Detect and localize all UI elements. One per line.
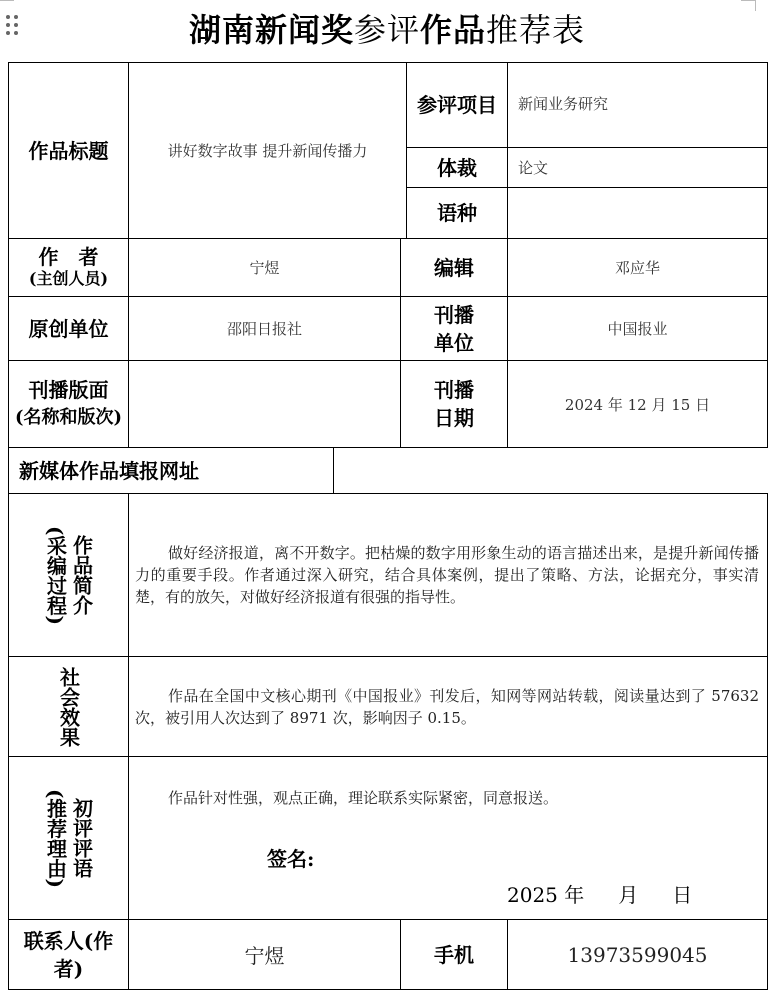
title-part: 作品 — [420, 11, 487, 49]
author-value[interactable]: 宁煜 — [129, 239, 401, 297]
work-title-label: 作品标题 — [9, 63, 129, 239]
title-part: 湖南新闻奖 — [188, 11, 354, 49]
pub-unit-label-line: 单位 — [434, 330, 474, 355]
category-value[interactable]: 新闻业务研究 — [508, 63, 768, 148]
page-title — [0, 10, 774, 50]
effect-text[interactable]: 作品在全国中文核心期刊《中国报业》刊发后，知网等网站转载，阅读量达到了 57632 次，被引用人次达到了 8971 次，影响因子 0.15。 — [129, 657, 768, 757]
author-label — [9, 239, 129, 297]
review-text: 作品针对性强，观点正确，理论联系实际紧密，同意报送。 — [168, 789, 559, 807]
intro-text[interactable]: 做好经济报道，离不开数字。把枯燥的数字用形象生动的语言描述出来，是提升新闻传播力的重要手段。作者通过深入研究，结合具体案例，提出了策略、方法，论据充分，事实清楚，有的放矢，对做好经济报道有很强的指导性。 — [129, 494, 768, 657]
intro-label — [9, 494, 129, 657]
pub-unit-label — [401, 297, 508, 361]
intro-label-col: 作品简介 — [69, 535, 94, 615]
review-label — [9, 757, 129, 920]
pub-date-value[interactable]: 2024 年 12 月 15 日 — [508, 361, 768, 448]
review-date-year: 2025 年 — [507, 883, 585, 907]
newmedia-url-value[interactable] — [334, 448, 768, 494]
effect-label-col: 社会效果 — [56, 666, 81, 747]
layout-label-main: 刊播版面 — [28, 378, 109, 402]
pub-unit-value[interactable]: 中国报业 — [508, 297, 768, 361]
phone-label: 手机 — [401, 920, 508, 990]
effect-label — [9, 657, 129, 757]
contact-label: 联系人(作者) — [9, 920, 129, 990]
unit-value[interactable]: 邵阳日报社 — [129, 297, 401, 361]
editor-value[interactable]: 邓应华 — [508, 239, 768, 297]
pub-unit-label-line: 刊播 — [434, 302, 474, 327]
language-label: 语种 — [407, 188, 508, 239]
review-label-col: (推荐理由) — [43, 788, 68, 888]
intro-label-col: (采编过程) — [43, 525, 68, 625]
work-title-value[interactable]: 讲好数字故事 提升新闻传播力 — [129, 63, 407, 239]
pub-date-label-line: 日期 — [434, 406, 474, 430]
title-part: 推荐表 — [486, 11, 586, 49]
review-cell[interactable] — [129, 757, 768, 920]
layout-value[interactable] — [129, 361, 401, 448]
language-value[interactable] — [508, 188, 768, 239]
signature-label: 签名: — [267, 847, 315, 871]
author-label-main: 作 者 — [38, 244, 99, 269]
phone-value[interactable]: 13973599045 — [508, 920, 768, 990]
review-label-col: 初评评语 — [69, 798, 94, 878]
pub-date-label-line: 刊播 — [434, 378, 474, 402]
recommendation-form — [8, 62, 768, 990]
editor-label: 编辑 — [401, 239, 508, 297]
review-date-month: 月 — [618, 883, 639, 907]
category-label: 参评项目 — [407, 63, 508, 148]
layout-label — [9, 361, 129, 448]
unit-label: 原创单位 — [9, 297, 129, 361]
genre-value[interactable]: 论文 — [508, 148, 768, 188]
review-date-day: 日 — [672, 883, 693, 907]
review-date — [507, 879, 692, 908]
newmedia-url-label: 新媒体作品填报网址 — [9, 448, 334, 494]
genre-label: 体裁 — [407, 148, 508, 188]
title-part: 参评 — [353, 11, 420, 49]
contact-value[interactable]: 宁煜 — [129, 920, 401, 990]
layout-label-sub: (名称和版次) — [14, 407, 123, 428]
author-label-sub: (主创人员) — [28, 268, 109, 288]
pub-date-label — [401, 361, 508, 448]
